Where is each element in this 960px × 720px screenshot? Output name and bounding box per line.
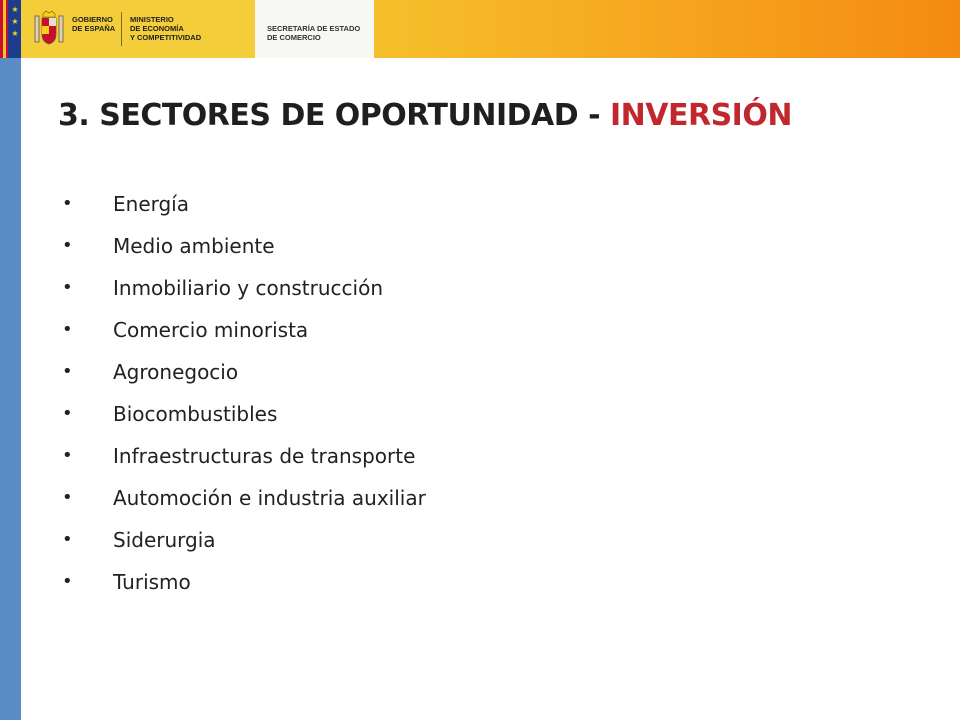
list-item-label: Inmobiliario y construcción [113, 276, 384, 300]
bullet-icon: • [62, 487, 73, 508]
bullet-icon: • [62, 403, 73, 424]
secretariat-label: SECRETARÍA DE ESTADO DE COMERCIO [267, 24, 361, 42]
bullet-icon: • [62, 319, 73, 340]
bullet-icon: • [62, 529, 73, 550]
spanish-flag-icon [0, 0, 21, 58]
list-item-label: Turismo [113, 570, 191, 594]
list-item-label: Energía [113, 192, 189, 216]
secretariat-block [255, 0, 374, 58]
title-main: 3. SECTORES DE OPORTUNIDAD - [58, 98, 610, 133]
logo-divider [121, 12, 122, 46]
coat-of-arms-icon [32, 10, 66, 48]
title-accent: INVERSIÓN [609, 98, 792, 133]
list-item-label: Biocombustibles [113, 402, 278, 426]
slide-title [58, 98, 792, 133]
bullet-icon: • [62, 193, 73, 214]
bullet-icon: • [62, 361, 73, 382]
left-accent-bar [0, 58, 21, 720]
bullet-icon: • [62, 235, 73, 256]
list-item-label: Automoción e industria auxiliar [113, 486, 426, 510]
list-item-label: Agronegocio [113, 360, 239, 384]
list-item-label: Infraestructuras de transporte [113, 444, 416, 468]
list-item-label: Medio ambiente [113, 234, 275, 258]
bullet-icon: • [62, 445, 73, 466]
eu-stars-icon: ★ ★ ★ [11, 5, 19, 38]
bullet-icon: • [62, 571, 73, 592]
ministry-label: MINISTERIO DE ECONOMÍA Y COMPETITIVIDAD [130, 15, 202, 42]
government-label: GOBIERNO DE ESPAÑA [72, 15, 116, 33]
flag-yellow-stripe [3, 0, 6, 58]
list-item-label: Comercio minorista [113, 318, 309, 342]
list-item-label: Siderurgia [113, 528, 216, 552]
bullet-icon: • [62, 277, 73, 298]
